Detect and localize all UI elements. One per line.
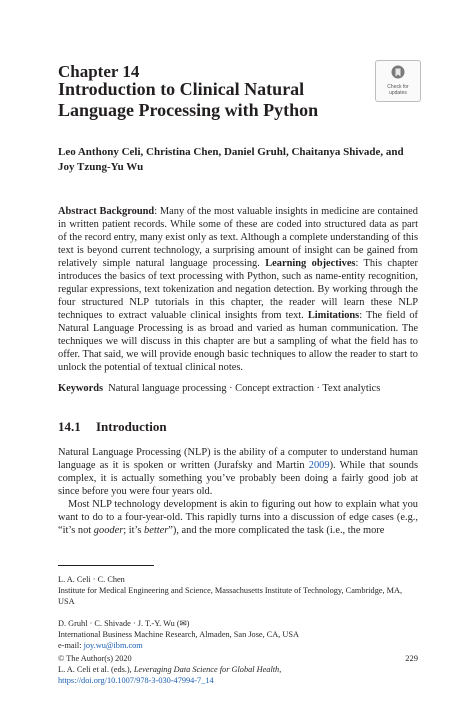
check-for-updates-label: Check for updates (387, 84, 409, 96)
chapter-label: Chapter 14 (58, 62, 140, 81)
doi-link[interactable]: https://doi.org/10.1007/978-3-030-47994-7_14 (58, 676, 214, 685)
background-text: : Many of the most valuable insights in medicine are contained in written patient records. While some of these are coded into structured data as part of the record entry, many exist only as text. Although a complete understanding of this text is beyond current technology, a surprising amount of insight can be gained from relatively simple natural language processing. (58, 206, 418, 269)
limitations-label: Limitations (307, 310, 360, 321)
objectives-text: : This chapter introduces the basics of text processing with Python, such as name-entity recognition, regular expressions, text tokenization and negation detection. By working through the four structured NLP tutorials in this chapter, the reader will learn these NLP techniques to extract valuable clinical insights from text. (58, 258, 418, 321)
footnote-rule (58, 565, 154, 566)
author-list: Leo Anthony Celi, Christina Chen, Daniel Gruhl, Chaitanya Shivade, and Joy Tzung-Yu Wu (58, 146, 404, 173)
citation-link[interactable]: 2009 (308, 460, 330, 471)
book-title: Leveraging Data Science for Global Health (133, 665, 280, 674)
affiliation-block (58, 618, 418, 651)
abstract-label: Abstract (58, 206, 97, 217)
book-citation: L. A. Celi et al. (eds.), Leveraging Data Science for Global Health, (58, 665, 282, 674)
affiliation-email: e-mail: joy.wu@ibm.com (58, 641, 143, 650)
bookmark-icon (391, 65, 405, 83)
keywords-list: Natural language processing · Concept extraction · Text analytics (108, 383, 381, 394)
affiliation-names: L. A. Celi · C. Chen (58, 575, 125, 584)
page-number: 229 (405, 653, 418, 663)
limitations-text: : The field of Natural Language Processing is as broad and varied as human communication. The techniques we will discuss in this chapter are but a sampling of what the field has to offer. That said, we will provide enough basic techniques to allow the reader to start to unlock the potential of textual clinical notes. (58, 310, 418, 373)
background-label: Background (99, 206, 155, 217)
page-footer (58, 653, 418, 686)
affiliation-names: D. Gruhl · C. Shivade · J. T.-Y. Wu (✉) (58, 619, 190, 628)
section-title: Introduction (96, 419, 167, 434)
section-number: 14.1 (58, 419, 81, 434)
email-link[interactable]: joy.wu@ibm.com (83, 641, 143, 650)
paragraph: Most NLP technology development is akin to figuring out how to explain what you want to do to a four-year-old. This rapidly turns into a discussion of edge cases (e.g., “it’s not gooder; it’s better”), and the more complicated the task (i.e., the more (58, 499, 418, 536)
introduction-body (58, 446, 418, 537)
section-heading (58, 419, 167, 435)
copyright: © The Author(s) 2020 (58, 654, 132, 663)
keywords (58, 382, 418, 395)
objectives-label: Learning objectives (265, 258, 356, 269)
affiliation-institution: International Business Machine Research, Almaden, San Jose, CA, USA (58, 630, 300, 639)
abstract (58, 205, 418, 374)
chapter-title: Introduction to Clinical Natural Language Processing with Python (58, 79, 319, 120)
paragraph: Natural Language Processing (NLP) is the ability of a computer to understand human language as it is spoken or written (Jurafsky and Martin 2009). While that sounds complex, it is actually something you’ve probably been doing a fairly good job at since before you were four years old. (58, 447, 418, 497)
affiliation-block (58, 574, 418, 607)
affiliation-institution: Institute for Medical Engineering and Science, Massachusetts Institute of Technology, Cambridge, MA, USA (58, 586, 403, 606)
check-for-updates-badge[interactable] (375, 60, 421, 102)
keywords-label: Keywords (58, 383, 104, 394)
